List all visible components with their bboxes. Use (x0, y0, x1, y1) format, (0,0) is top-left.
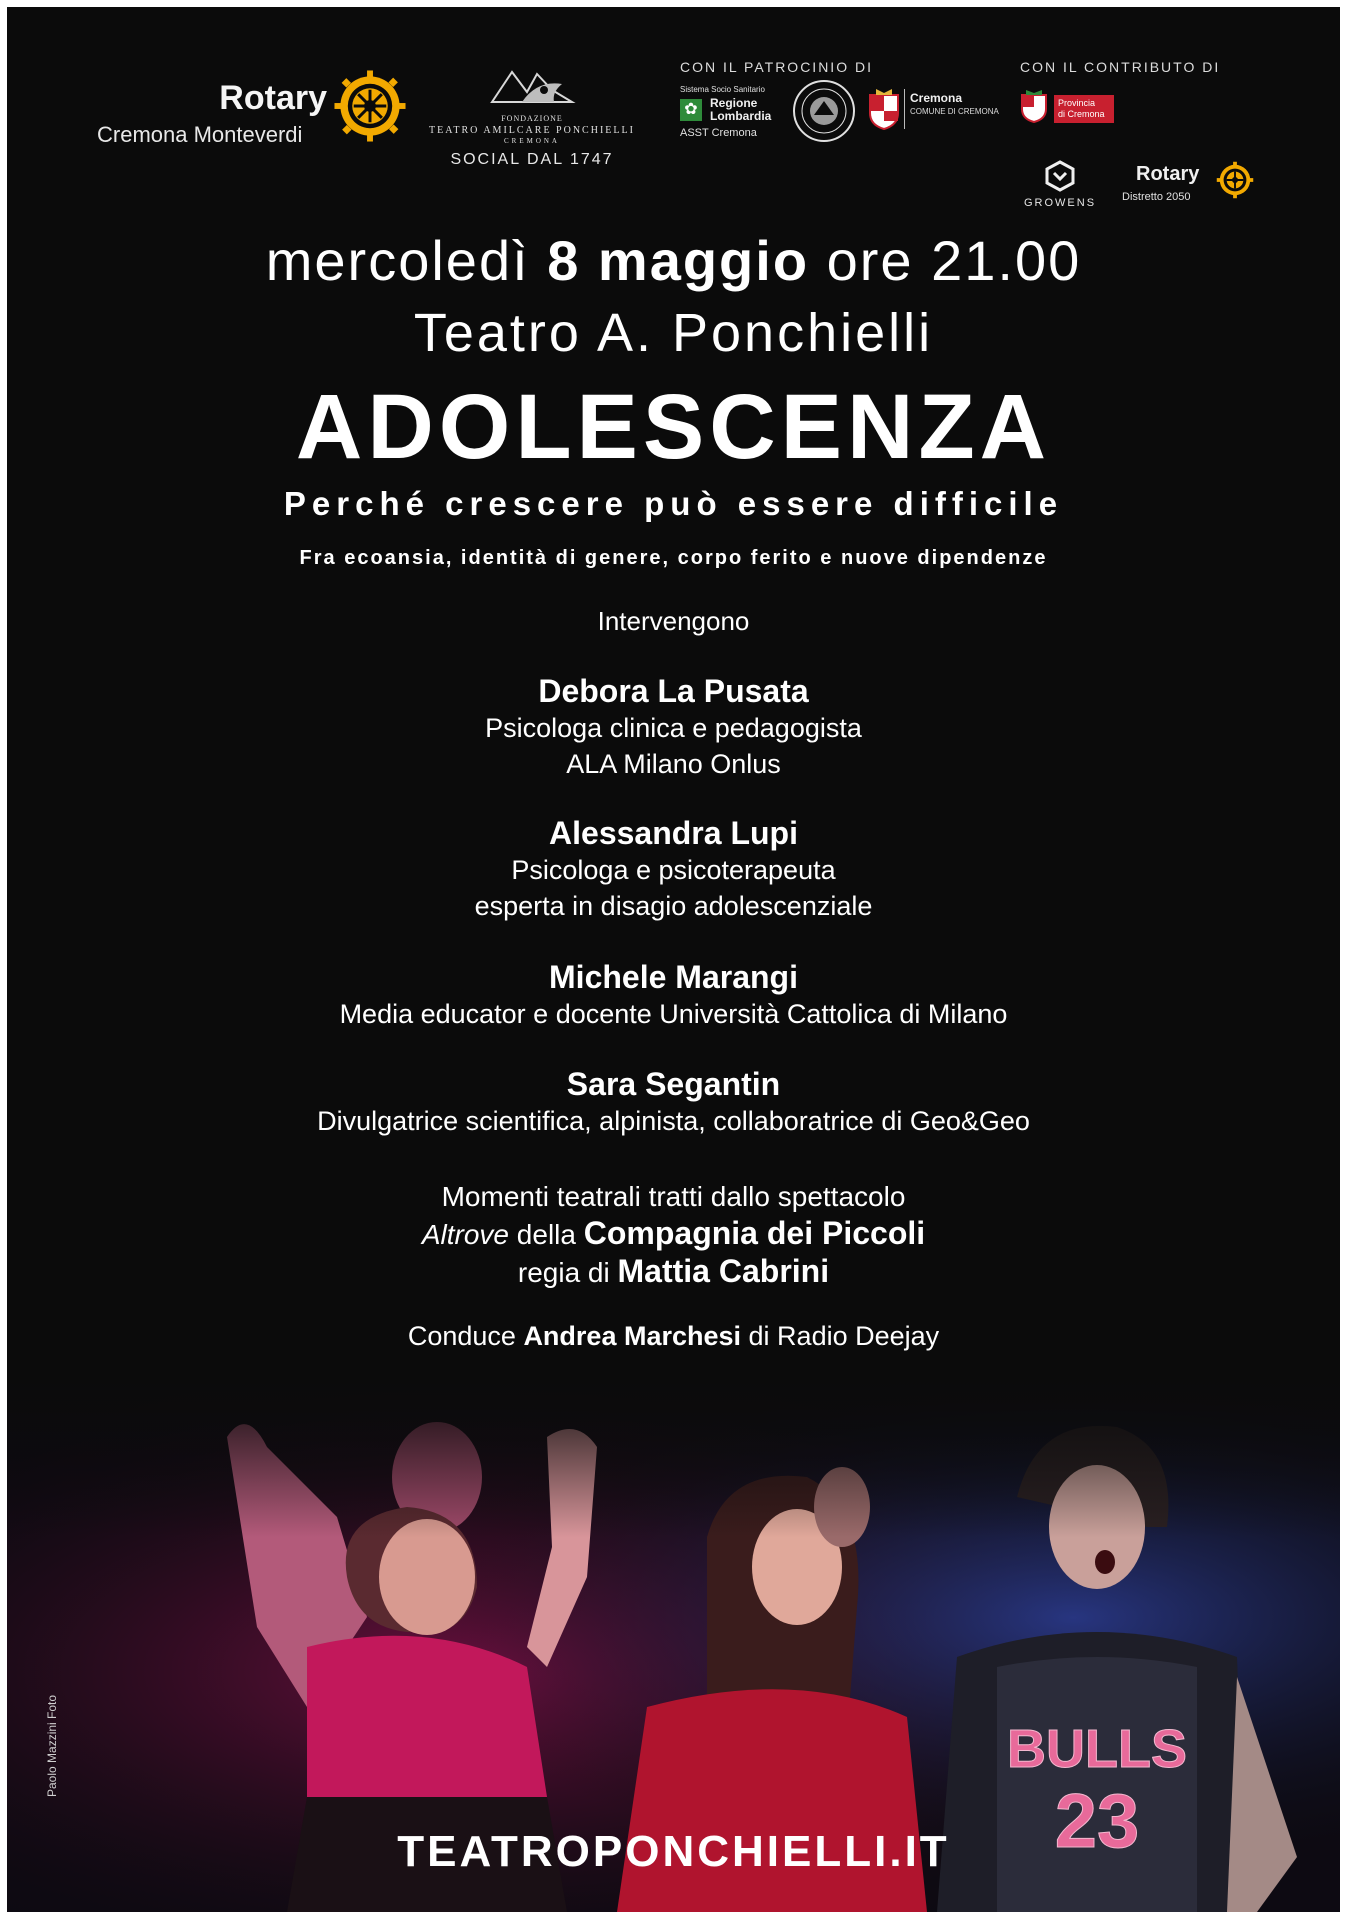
speaker-specialty: esperta in disagio adolescenziale (474, 891, 873, 921)
event-venue: Teatro A. Ponchielli (413, 303, 934, 363)
regione-name (710, 97, 771, 123)
speaker-name: Alessandra Lupi (549, 815, 798, 851)
show-connector: della (509, 1219, 584, 1250)
host-prefix: Conduce (407, 1321, 524, 1351)
ponchielli-foundation-logo (412, 62, 652, 182)
regione-lombardia-logo (680, 85, 790, 139)
provincia-label-line2: di Cremona (1058, 109, 1105, 119)
event-title: ADOLESCENZA (295, 376, 1052, 478)
speaker-block (7, 1065, 1340, 1139)
cremona-divider (904, 89, 905, 129)
director-prefix: regia di (517, 1257, 618, 1288)
growens-wordmark: GROWENS (1023, 197, 1097, 209)
host-name: Andrea Marchesi (523, 1321, 742, 1351)
rotary-district-number: Distretto 2050 (1122, 191, 1191, 203)
patronage-label: CON IL PATROCINIO DI (680, 59, 873, 75)
event-day: mercoledì (265, 229, 530, 292)
rotary-district-wordmark: Rotary (1136, 163, 1200, 185)
rotary-wheel-icon (333, 69, 407, 143)
event-date: 8 maggio (547, 229, 810, 292)
provincia-crest-icon (1020, 89, 1048, 123)
regione-system-label: Sistema Socio Sanitario (680, 85, 765, 94)
speaker-role: Psicologa e psicoterapeuta (511, 855, 836, 885)
rotary-club-name: Cremona Monteverdi (97, 122, 303, 147)
host-line (7, 1319, 1340, 1353)
event-datetime (7, 229, 1340, 293)
event-poster (7, 7, 1340, 1912)
speaker-block (7, 672, 1340, 782)
host-suffix: di Radio Deejay (741, 1321, 940, 1351)
contribution-label: CON IL CONTRIBUTO DI (1020, 59, 1221, 75)
growens-logo (1020, 159, 1100, 209)
comune-name: Cremona (910, 91, 963, 105)
growens-mark-icon (1043, 159, 1077, 193)
show-title: Altrove (421, 1219, 510, 1250)
theatre-emblem-icon (482, 62, 582, 112)
company-name: Compagnia dei Piccoli (583, 1215, 926, 1251)
ponchielli-theatre-name: TEATRO AMILCARE PONCHIELLI (429, 125, 635, 136)
patronage-group (680, 59, 1010, 159)
contribution-group (1020, 59, 1250, 219)
speaker-role: Psicologa clinica e pedagogista (485, 713, 862, 743)
speaker-role: Media educator e docente Università Cattolica di Milano (339, 999, 1008, 1029)
provincia-label (1054, 95, 1114, 123)
rotary-wheel-small-icon (1216, 161, 1254, 199)
provincia-label-line1: Provincia (1058, 98, 1096, 108)
speaker-block (7, 958, 1340, 1032)
regione-name-line1: Regione (710, 96, 758, 110)
theatre-moments (7, 1179, 1340, 1291)
asst-label: ASST Cremona (680, 127, 757, 139)
theatre-intro: Momenti teatrali tratti dallo spettacolo (441, 1181, 906, 1212)
speakers-intro: Intervengono (597, 606, 750, 636)
university-seal-icon (792, 79, 856, 143)
comune-label: COMUNE DI CREMONA (910, 107, 999, 116)
event-time: ore 21.00 (826, 229, 1082, 292)
director-name: Mattia Cabrini (617, 1253, 830, 1289)
website-url: TEATROPONCHIELLI.IT (397, 1827, 950, 1876)
regione-name-line2: Lombardia (710, 109, 772, 123)
speaker-name: Michele Marangi (549, 959, 798, 995)
rotary-district-logo (1122, 159, 1252, 209)
ponchielli-tagline: SOCIAL DAL 1747 (450, 151, 614, 168)
rotary-wordmark: Rotary (219, 79, 327, 117)
photo-credit: Paolo Mazzini Foto (45, 1694, 59, 1797)
speaker-name: Sara Segantin (566, 1066, 781, 1102)
speaker-affiliation: ALA Milano Onlus (566, 749, 781, 779)
event-subtitle: Perché crescere può essere difficile (283, 485, 1064, 522)
cremona-crest-icon (868, 87, 900, 131)
speaker-role: Divulgatrice scientifica, alpinista, collaboratrice di Geo&Geo (317, 1106, 1030, 1136)
theatre-show-line (7, 1215, 1340, 1253)
event-topics: Fra ecoansia, identità di genere, corpo ferito e nuove dipendenze (299, 547, 1048, 569)
ponchielli-foundation-label: FONDAZIONE (501, 114, 563, 123)
rotary-cremona-monteverdi-logo (97, 67, 407, 157)
theatre-director-line (7, 1253, 1340, 1291)
speaker-name: Debora La Pusata (538, 673, 809, 709)
ponchielli-city: CREMONA (503, 137, 560, 145)
speaker-block (7, 814, 1340, 924)
regione-rose-icon: ✿ (680, 99, 702, 121)
